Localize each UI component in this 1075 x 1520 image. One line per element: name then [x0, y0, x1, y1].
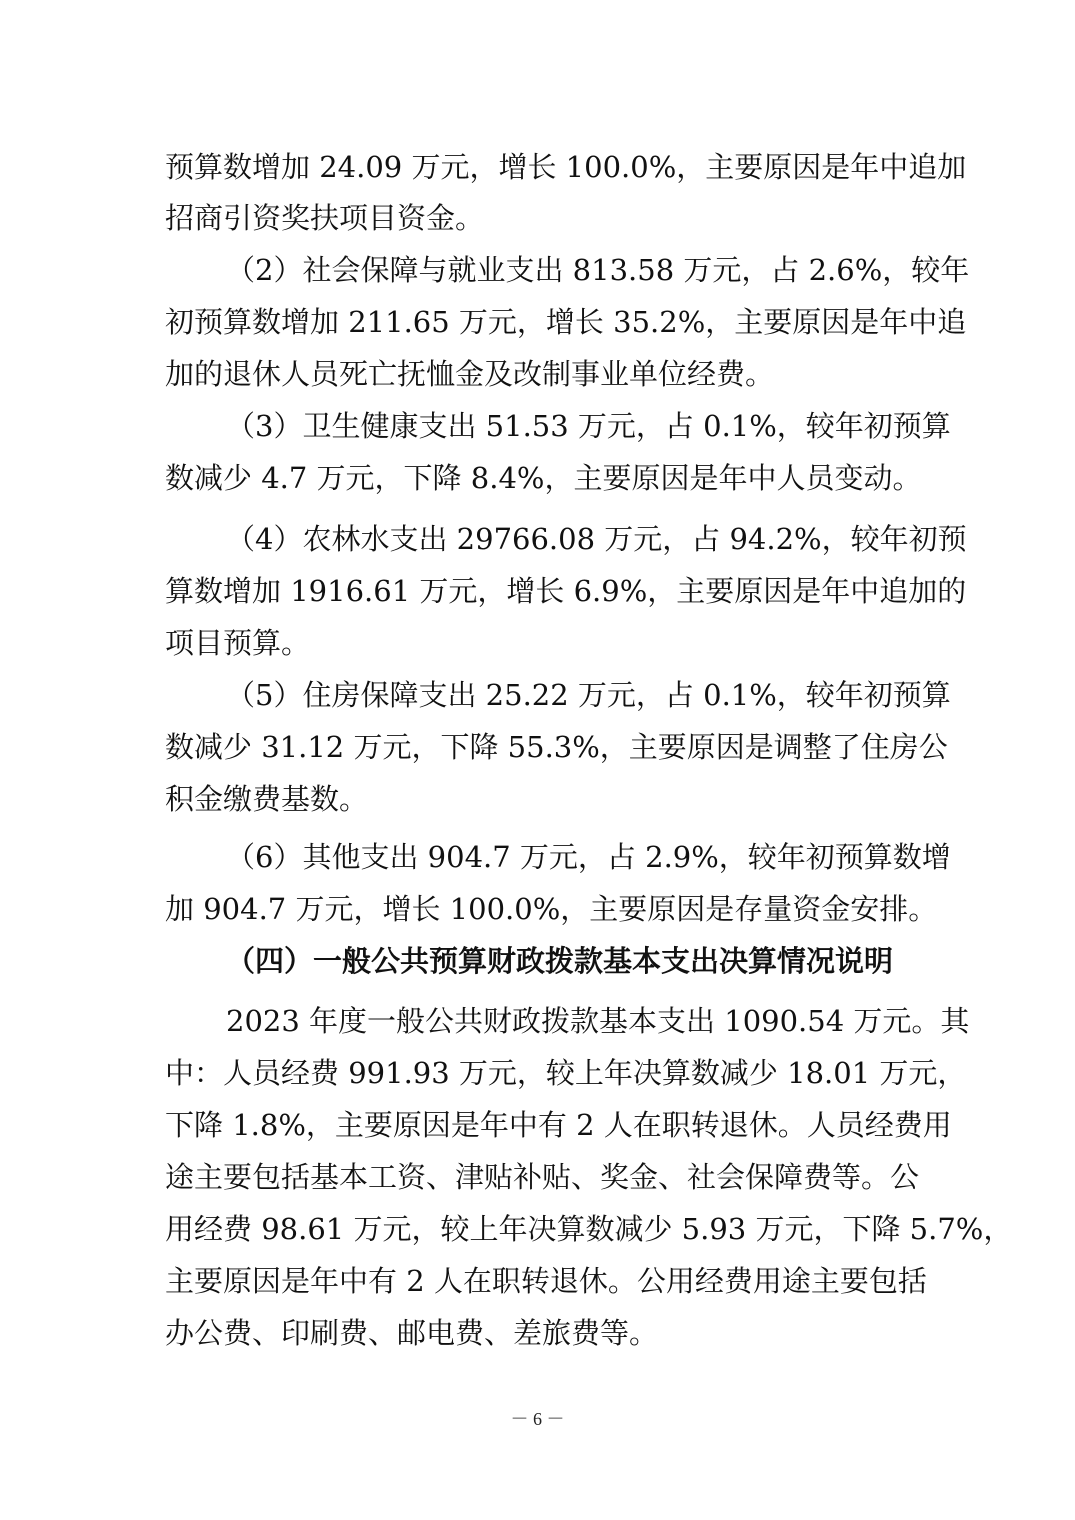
text-line: 加 904.7 万元，增长 100.0%，主要原因是存量资金安排。 — [165, 892, 938, 926]
text-line: 2023 年度一般公共财政拨款基本支出 1090.54 万元。其 — [226, 1004, 970, 1038]
text-line: 主要原因是年中有 2 人在职转退休。公用经费用途主要包括 — [165, 1264, 927, 1298]
text-line: 下降 1.8%，主要原因是年中有 2 人在职转退休。人员经费用 — [165, 1108, 952, 1142]
text-line: 数减少 31.12 万元，下降 55.3%，主要原因是调整了住房公 — [165, 730, 948, 764]
text-line: （4）农林水支出 29766.08 万元，占 94.2%，较年初预 — [226, 522, 967, 556]
text-line: （3）卫生健康支出 51.53 万元，占 0.1%，较年初预算 — [226, 409, 951, 443]
text-line: 初预算数增加 211.65 万元，增长 35.2%，主要原因是年中追 — [165, 305, 967, 339]
text-line: 途主要包括基本工资、津贴补贴、奖金、社会保障费等。公 — [165, 1160, 920, 1194]
text-line: 项目预算。 — [165, 626, 311, 660]
text-line: （6）其他支出 904.7 万元，占 2.9%，较年初预算数增 — [226, 840, 951, 874]
text-line: 积金缴费基数。 — [165, 782, 369, 816]
text-line: 加的退休人员死亡抚恤金及改制事业单位经费。 — [165, 357, 775, 391]
page-number: － 6 － — [510, 1409, 565, 1429]
text-line: 用经费 98.61 万元，较上年决算数减少 5.93 万元，下降 5.7%， — [165, 1212, 1013, 1246]
text-line: 招商引资奖扶项目资金。 — [165, 201, 485, 235]
text-line: （5）住房保障支出 25.22 万元，占 0.1%，较年初预算 — [226, 678, 951, 712]
text-line: 办公费、印刷费、邮电费、差旅费等。 — [165, 1316, 659, 1350]
text-line: 算数增加 1916.61 万元，增长 6.9%，主要原因是年中追加的 — [165, 574, 967, 608]
text-line: （2）社会保障与就业支出 813.58 万元，占 2.6%，较年 — [226, 253, 970, 287]
section-heading: （四）一般公共预算财政拨款基本支出决算情况说明 — [226, 944, 894, 978]
text-line: 预算数增加 24.09 万元，增长 100.0%，主要原因是年中追加 — [165, 150, 967, 184]
text-line: 数减少 4.7 万元，下降 8.4%，主要原因是年中人员变动。 — [165, 461, 922, 495]
text-line: 中：人员经费 991.93 万元，较上年决算数减少 18.01 万元， — [165, 1056, 967, 1090]
